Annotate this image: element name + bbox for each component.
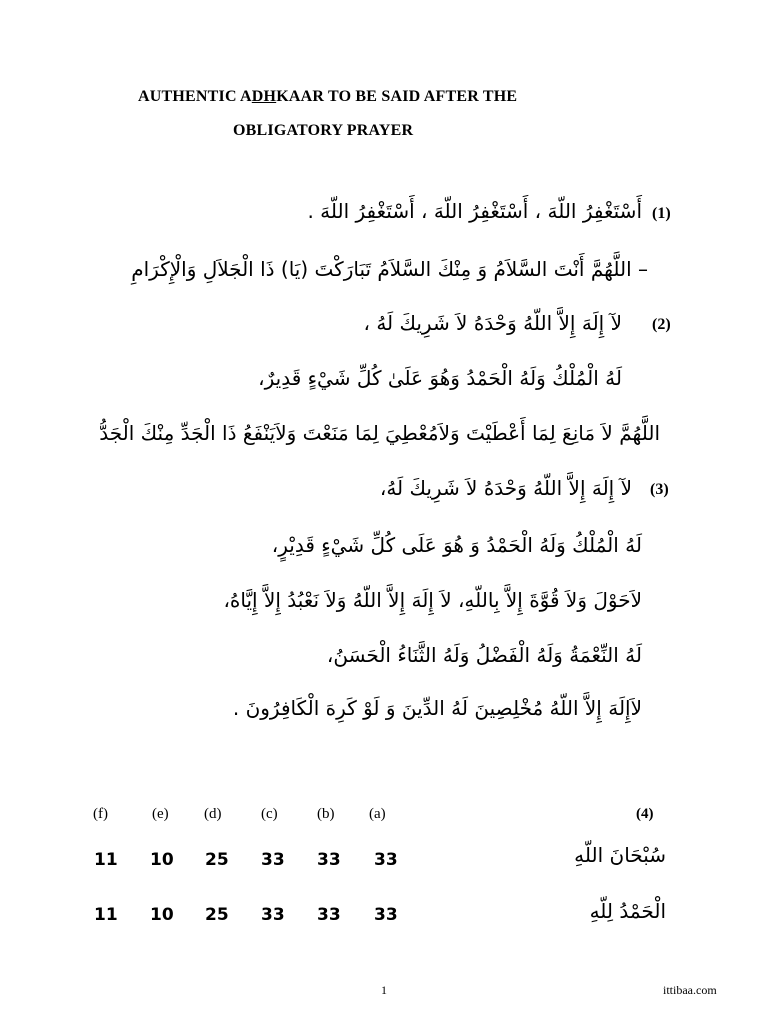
- arabic-dhikr: سُبْحَانَ اللّهِ: [574, 843, 666, 867]
- arabic-line: لَهُ الْمُلْكُ وَلَهُ الْحَمْدُ وَ هُوَ عَلَى كُلِّ شَيْءٍ قَدِيْرٍ،: [271, 533, 642, 557]
- arabic-line: لَهُ النِّعْمَةُ وَلَهُ الْفَضْلُ وَلَهُ الثَّنَاءُ الْحَسَنُ،: [326, 643, 642, 667]
- column-label: (e): [152, 806, 169, 822]
- item-number: (4): [636, 806, 654, 822]
- count-value: 33: [374, 905, 398, 925]
- column-label: (a): [369, 806, 386, 822]
- page-title-line-2: OBLIGATORY PRAYER: [233, 122, 414, 139]
- arabic-line: لآ إِلَهَ إِلاَّ اللّهُ وَحْدَهُ لاَ شَرِيكَ لَهُ،: [379, 476, 632, 500]
- count-value: 10: [150, 850, 174, 870]
- count-value: 11: [94, 905, 118, 925]
- item-number: (3): [650, 481, 669, 498]
- arabic-line: – اللَّهُمَّ أَنْتَ السَّلاَمُ وَ مِنْكَ السَّلاَمُ تَبَارَكْتَ (يَا) ذَا الْجَلاَلِ وَالْإِكْرَامِ: [131, 257, 648, 281]
- arabic-line: لاَإِلَهَ إِلاَّ اللّهُ مُخْلِصِينَ لَهُ الدِّينَ وَ لَوْ كَرِهَ الْكَافِرُونَ .: [232, 696, 642, 720]
- page-number: 1: [381, 983, 387, 997]
- item-number: (2): [652, 316, 671, 333]
- arabic-line: لَهُ الْمُلْكُ وَلَهُ الْحَمْدُ وَهُوَ عَلَىٰ كُلِّ شَيْءٍ قَدِيرٌ،: [258, 366, 622, 390]
- site-name: ittibaa.com: [663, 983, 717, 997]
- count-value: 11: [94, 850, 118, 870]
- arabic-line: لآ إِلَهَ إِلاَّ اللّهُ وَحْدَهُ لاَ شَرِيكَ لَهُ ،: [363, 311, 622, 335]
- column-label: (f): [93, 806, 108, 822]
- arabic-line: لاَحَوْلَ وَلاَ قُوَّةَ إِلاَّ بِاللّهِ، لاَ إِلَهَ إِلاَّ اللّهُ وَلاَ نَعْبُدُ إِلاَّ إِيَّاهُ،: [223, 588, 642, 612]
- arabic-dhikr: الْحَمْدُ لِلّهِ: [589, 899, 666, 923]
- count-value: 25: [205, 905, 229, 925]
- count-value: 33: [317, 905, 341, 925]
- count-value: 33: [317, 850, 341, 870]
- count-value: 10: [150, 905, 174, 925]
- arabic-line: أَسْتَغْفِرُ اللّهَ ، أَسْتَغْفِرُ اللّهَ ، أَسْتَغْفِرُ اللّهَ .: [307, 199, 642, 223]
- count-value: 33: [261, 850, 285, 870]
- arabic-line: اللَّهُمَّ لاَ مَانِعَ لِمَا أَعْطَيْتَ وَلاَمُعْطِيَ لِمَا مَنَعْتَ وَلاَيَنْفَعُ ذَا الْجَدِّ مِنْكَ الْجَدُّ: [99, 421, 660, 445]
- count-value: 33: [261, 905, 285, 925]
- column-label: (b): [317, 806, 335, 822]
- column-label: (c): [261, 806, 278, 822]
- item-number: (1): [652, 205, 671, 222]
- column-label: (d): [204, 806, 222, 822]
- count-value: 25: [205, 850, 229, 870]
- page-title-line-1: AUTHENTIC ADHKAAR TO BE SAID AFTER THE: [138, 88, 518, 105]
- count-value: 33: [374, 850, 398, 870]
